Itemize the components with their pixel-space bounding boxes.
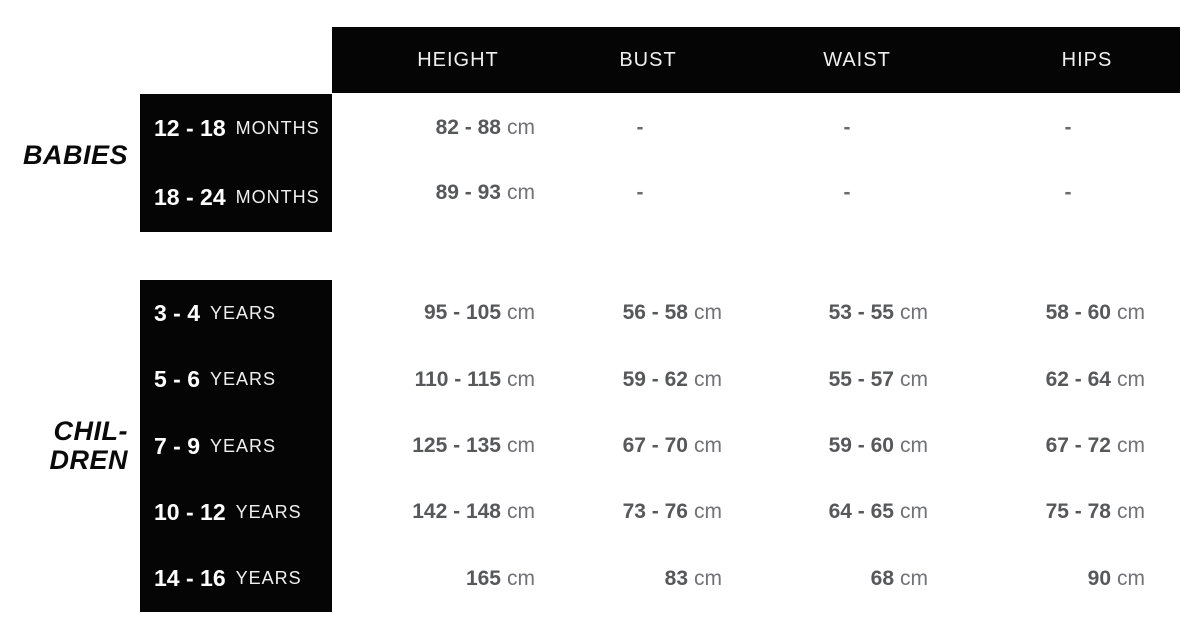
height-value: 95 - 105 xyxy=(423,301,501,324)
height-value: 82 - 88 xyxy=(435,116,501,139)
height-value: 165 xyxy=(465,567,501,590)
unit-label: cm xyxy=(1117,301,1145,324)
waist-cell xyxy=(688,497,928,527)
height-cell xyxy=(295,178,535,208)
height-value: 142 - 148 xyxy=(412,500,501,523)
age-unit: MONTHS xyxy=(235,187,320,207)
unit-label: cm xyxy=(507,368,535,391)
unit-label: cm xyxy=(1117,567,1145,590)
unit-label: cm xyxy=(694,434,722,457)
unit-label: cm xyxy=(900,500,928,523)
hips-cell-empty: - xyxy=(1064,181,1072,204)
unit-label: cm xyxy=(900,567,928,590)
hips-cell xyxy=(905,564,1145,594)
unit-label: cm xyxy=(694,567,722,590)
section-label-children xyxy=(49,417,128,475)
bust-cell xyxy=(482,431,722,461)
waist-cell xyxy=(688,298,928,328)
age-range: 10 - 12 xyxy=(154,498,226,525)
unit-label: cm xyxy=(507,500,535,523)
unit-label: cm xyxy=(900,368,928,391)
age-unit: MONTHS xyxy=(235,118,320,138)
age-range: 3 - 4 xyxy=(154,299,201,326)
age-unit: YEARS xyxy=(235,568,302,589)
age-unit: YEARS xyxy=(210,435,277,456)
bust-value: 83 xyxy=(664,567,688,590)
waist-value: 53 - 55 xyxy=(828,301,894,324)
waist-cell xyxy=(688,431,928,461)
unit-label: cm xyxy=(694,301,722,324)
section-label-babies xyxy=(23,141,128,170)
height-cell xyxy=(295,113,535,143)
unit-label: cm xyxy=(507,434,535,457)
unit-label: cm xyxy=(900,434,928,457)
unit-label: cm xyxy=(1117,500,1145,523)
column-header-hips: HIPS xyxy=(1061,49,1113,71)
hips-value: 75 - 78 xyxy=(1045,500,1111,523)
age-unit: YEARS xyxy=(210,369,277,390)
waist-value: 64 - 65 xyxy=(828,500,894,523)
unit-label: cm xyxy=(507,181,535,204)
hips-value: 90 xyxy=(1087,567,1111,590)
waist-cell xyxy=(688,564,928,594)
height-value: 110 - 115 xyxy=(414,368,501,391)
bust-value: 73 - 76 xyxy=(622,500,688,523)
section-label-children-line-2: DREN xyxy=(49,445,128,475)
unit-label: cm xyxy=(507,116,535,139)
hips-cell xyxy=(905,365,1145,395)
bust-cell-empty: - xyxy=(636,181,644,204)
unit-label: cm xyxy=(694,368,722,391)
waist-cell-empty: - xyxy=(843,181,851,204)
age-range: 7 - 9 xyxy=(154,432,201,459)
unit-label: cm xyxy=(900,301,928,324)
column-header-bust: BUST xyxy=(619,49,677,71)
age-range: 18 - 24 xyxy=(154,184,226,210)
bust-value: 56 - 58 xyxy=(622,301,688,324)
waist-cell xyxy=(688,365,928,395)
hips-cell xyxy=(905,431,1145,461)
section-label-children-line-1: CHIL- xyxy=(53,416,128,446)
column-header-height: HEIGHT xyxy=(417,49,499,71)
waist-cell-empty: - xyxy=(843,116,851,139)
unit-label: cm xyxy=(694,500,722,523)
age-range: 14 - 16 xyxy=(154,565,226,592)
unit-label: cm xyxy=(507,567,535,590)
bust-cell-empty: - xyxy=(636,116,644,139)
bust-cell xyxy=(482,564,722,594)
waist-value: 68 xyxy=(870,567,894,590)
bust-cell xyxy=(482,497,722,527)
unit-label: cm xyxy=(1117,368,1145,391)
age-unit: YEARS xyxy=(235,501,302,522)
waist-value: 55 - 57 xyxy=(828,368,894,391)
bust-value: 67 - 70 xyxy=(622,434,688,457)
age-unit: YEARS xyxy=(210,302,277,323)
height-value: 89 - 93 xyxy=(435,181,501,204)
unit-label: cm xyxy=(507,301,535,324)
bust-value: 59 - 62 xyxy=(622,368,688,391)
column-header-waist: WAIST xyxy=(823,49,891,71)
unit-label: cm xyxy=(1117,434,1145,457)
hips-cell-empty: - xyxy=(1064,116,1072,139)
height-value: 125 - 135 xyxy=(412,434,501,457)
waist-value: 59 - 60 xyxy=(828,434,894,457)
section-label-babies-text: BABIES xyxy=(22,140,128,170)
hips-value: 58 - 60 xyxy=(1045,301,1111,324)
age-range: 5 - 6 xyxy=(154,366,201,393)
hips-value: 62 - 64 xyxy=(1045,368,1111,391)
age-range: 12 - 18 xyxy=(154,115,226,141)
hips-cell xyxy=(905,298,1145,328)
hips-cell xyxy=(905,497,1145,527)
bust-cell xyxy=(482,365,722,395)
bust-cell xyxy=(482,298,722,328)
hips-value: 67 - 72 xyxy=(1045,434,1111,457)
column-header-bar xyxy=(332,27,1180,93)
